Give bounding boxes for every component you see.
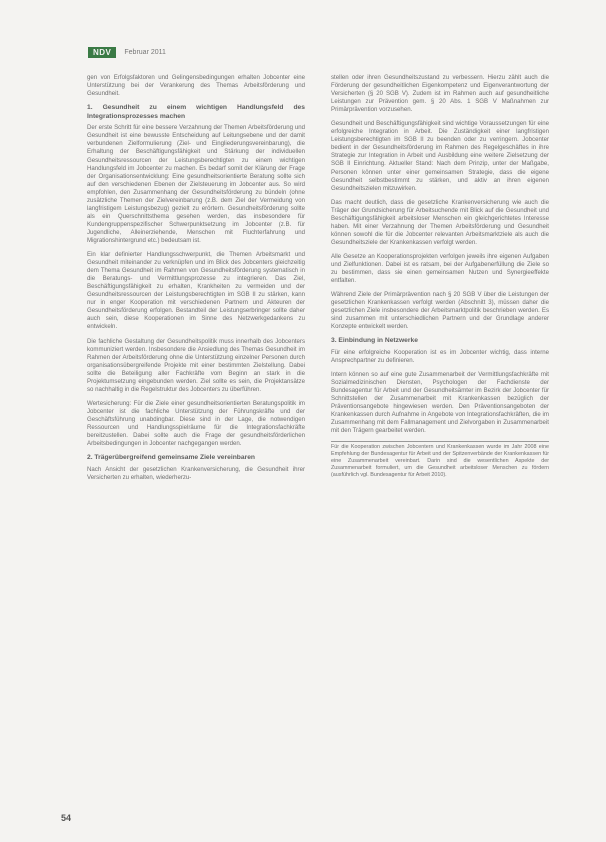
journal-logo: NDV: [88, 47, 116, 58]
footnote: Für die Kooperation zwischen Jobcentern und Krankenkassen wurde im Jahr 2008 eine Empfehlung der Bundesagentur für Arbeit und der Spitzenverbände der Krankenkassen für eine Zusammenarbeit vereinbart. Darin sind die wesentlichen Aspekte der Zusammenarbeit formuliert, um die Gesundheit arbeitsloser Menschen zu fördern (ausführlich vgl. Bundesagentur für Arbeit 2010).: [331, 441, 549, 479]
paragraph: Für eine erfolgreiche Kooperation ist es im Jobcenter wichtig, dass interne Ansprechpartner zu definieren.: [331, 348, 549, 364]
paragraph: Wertesicherung: Für die Ziele einer gesundheitsorientierten Beratungspolitik im Jobcenter ist die fachliche Unterstützung der Führungskräfte und der Geschäftsführung unabdingbar. Diese sind in der Lage, die notwendigen Ressourcen und Handlungsspielräume für die Integrationsfachkräfte bereitzustellen. Dabei sollte auch die Frage der gesundheitsförderlichen Arbeitsbedingungen in Jobcenter nachgegangen werden.: [87, 399, 305, 448]
paragraph: Das macht deutlich, dass die gesetzliche Krankenversicherung wie auch die Träger der Grundsicherung für Arbeitsuchende mit Blick auf die Gesundheit und Beschäftigungsfähigkeit arbeitsloser Menschen ein gleichgerichtetes Interesse haben. Mit einer Verzahnung der Themen Arbeitsförderung und Gesundheit können sowohl die für die Jobcenter relevanten Arbeitsmarktziele als auch die Gesundheitsziele der Krankenkassen verfolgt werden.: [331, 198, 549, 246]
paragraph: stellen oder ihren Gesundheitszustand zu verbessern. Hierzu zählt auch die Förderung der gesundheitlichen Eigenkompetenz und Eigenverantwortung der Versicherten (§ 20 SGB V). Zudem ist im Rahmen auch auf gesundheitliche Leistungen zur Prävention gem. § 20 Abs. 1 SGB V Maßnahmen zur Primärprävention vorzusehen.: [331, 74, 549, 114]
paragraph: Der erste Schritt für eine bessere Verzahnung der Themen Arbeitsförderung und Gesundheit ist eine bewusste Entscheidung auf Leitungsebene und der damit verbundenen Zielformulierung (Ziel- und Eingliederungsvereinbarung), die Erhaltung der Beschäftigungsfähigkeit und Stärkung der individuellen Gesundheitsressourcen der Leistungsberechtigten zu einem wichtigen Handlungsfeld im Jobcenter zu machen. Es bedarf somit der Klärung der Frage der Organisationsentwicklung: Eine gesundheitsorientierte Beratung sollte sich auf den verschiedenen Ebenen der Zielsteuerung im Jobcenter aus. So wird empfohlen, den Zusammenhang der Gesundheitsförderung zu bündeln (ohne zusätzliche Themen der Zielvereinbarung (z.B. dem Ziel der Vermeidung von langfristigem Leistungsbezug) gezielt zu erörtern. Gesundheitsförderung sollte als ein Querschnittsthema gesehen werden, das insbesondere für Kundengruppenspezifischer Schwerpunktsetzung im Jobcenter (z.B. für Jugendliche, Alleinerziehende, Menschen mit Fluchterfahrung und Migrationshintergrund etc.) bedeutsam ist.: [87, 124, 305, 244]
section-heading: 1. Gesundheit zu einem wichtigen Handlungsfeld des Integrationsprozesses machen: [87, 104, 305, 120]
section-heading: 3. Einbindung in Netzwerke: [331, 337, 418, 345]
right-column: [331, 74, 549, 479]
page-header: [88, 46, 166, 58]
section-heading: 2. Trägerübergreifend gemeinsame Ziele vereinbaren: [87, 454, 255, 462]
paragraph: Ein klar definierter Handlungsschwerpunkt, die Themen Arbeitsmarkt und Gesundheit miteinander zu verknüpfen und im Blick des Jobcenters gleichzeitig dem Thema Gesundheit im Rahmen von Gesundheitsförderung systematisch in die Beratungs- und Vermittlungsprozesse zu integrieren. Das Ziel, Beschäftigungsfähigkeit zu erhalten, Krankheiten zu vermeiden und der Gesundheitsressourcen der Leistungsberechtigten im SGB II zu stärken, kann nur in enger Kooperation mit verschiedenen Partnern und Akteuren der Gesundheitsförderung erfolgen. Bestandteil der Leistungserbringer sollte daher auch sein, diese Kooperationen im Sinne des Netzwerkgedankens zu entwickeln.: [87, 251, 305, 331]
paragraph: Die fachliche Gestaltung der Gesundheitspolitik muss innerhalb des Jobcenters kommuniziert werden. Insbesondere die Ansiedlung des Themas Gesundheit im Rahmen der Arbeitsförderung ohne die Unterstützung einzelner Personen durch organisationsübergreifende Projekte mit einer bestimmten Zielstellung. Dabei sollte die Beteiligung aller Fachkräfte vom Beginn an stark in die Projektumsetzung eingebunden werden. Ziel sollte es sein, die Projektansätze so nachhaltig in die Regelstruktur des Jobcenters zu überführen.: [87, 337, 305, 393]
paragraph: Intern können so auf eine gute Zusammenarbeit der Vermittlungsfachkräfte mit Sozialmedizinischen Diensten, Psychologen der Fachdienste der Bundesagentur für Arbeit und der Gesundheitsämter im Bezirk der Jobcenter für Schnittstellen der Zusammenarbeit mit Krankenkassen bezüglich der Präventionsangebote hingewiesen werden. Den Präventionsangeboten der Krankenkassen durch Aufnahme in Angebote von Integrationsfachkräften, die im Zusammenhang mit dem Fallmanagement und Zielvorgaben in Zusammenarbeit mit den Trägern gearbeitet werden.: [331, 371, 549, 435]
paragraph: Alle Gesetze an Kooperationsprojekten verfolgen jeweils ihre eigenen Aufgaben und Zielfunktionen. Dabei ist es ratsam, bei der Aufgabenerfüllung die Ziele so zu bestimmen, dass sie einen gemeinsamen Nutzen und Synergieeffekte entfalten.: [331, 252, 549, 285]
paragraph: Nach Ansicht der gesetzlichen Krankenversicherung, die Gesundheit ihrer Versicherten zu erhalten, wiederherzu-: [87, 465, 305, 481]
page-number: 54: [61, 813, 72, 823]
paragraph: Während Ziele der Primärprävention nach § 20 SGB V über die Leistungen der gesetzlichen Krankenkassen verfolgt werden (Abschnitt 3), müssen daher die gesetzlichen Ziele insbesondere der Arbeitsmarktpolitik beschrieben werden. Es sind zusammen mit unterschiedlichen Partnern und der Grundlage anderer Konzepte entwickelt werden.: [331, 291, 549, 331]
issue-date: Februar 2011: [124, 48, 166, 56]
left-column: [87, 74, 305, 488]
paragraph: Gesundheit und Beschäftigungsfähigkeit sind wichtige Voraussetzungen für eine erfolgreiche Integration in Arbeit. Die Zuständigkeit einer langfristigen Leistungsberechtigten im SGB II zu beenden oder zu verringern. Jobcenter bedient in der Gesundheitsförderung im Rahmen des Regelgeschäftes in ihre Strategie zur Integration in Arbeit und Ausbildung eine weitere Zielsetzung der SGB II Einrichtung. Aktueller Stand: Nach dem Prinzip, unter der Maßgabe, Personen können unter einer gemeinsamen Strategie, dass die eigene Gesundheit selbstbestimmt zu stärken, und aktiv an ihren eigenen Gesundheitszielen mitzuwirken.: [331, 120, 549, 192]
paragraph: gen von Erfolgsfaktoren und Gelingensbedingungen erhalten Jobcenter eine Unterstützung bei der Verankerung des Themas Arbeitsförderung und Gesundheit.: [87, 74, 305, 98]
